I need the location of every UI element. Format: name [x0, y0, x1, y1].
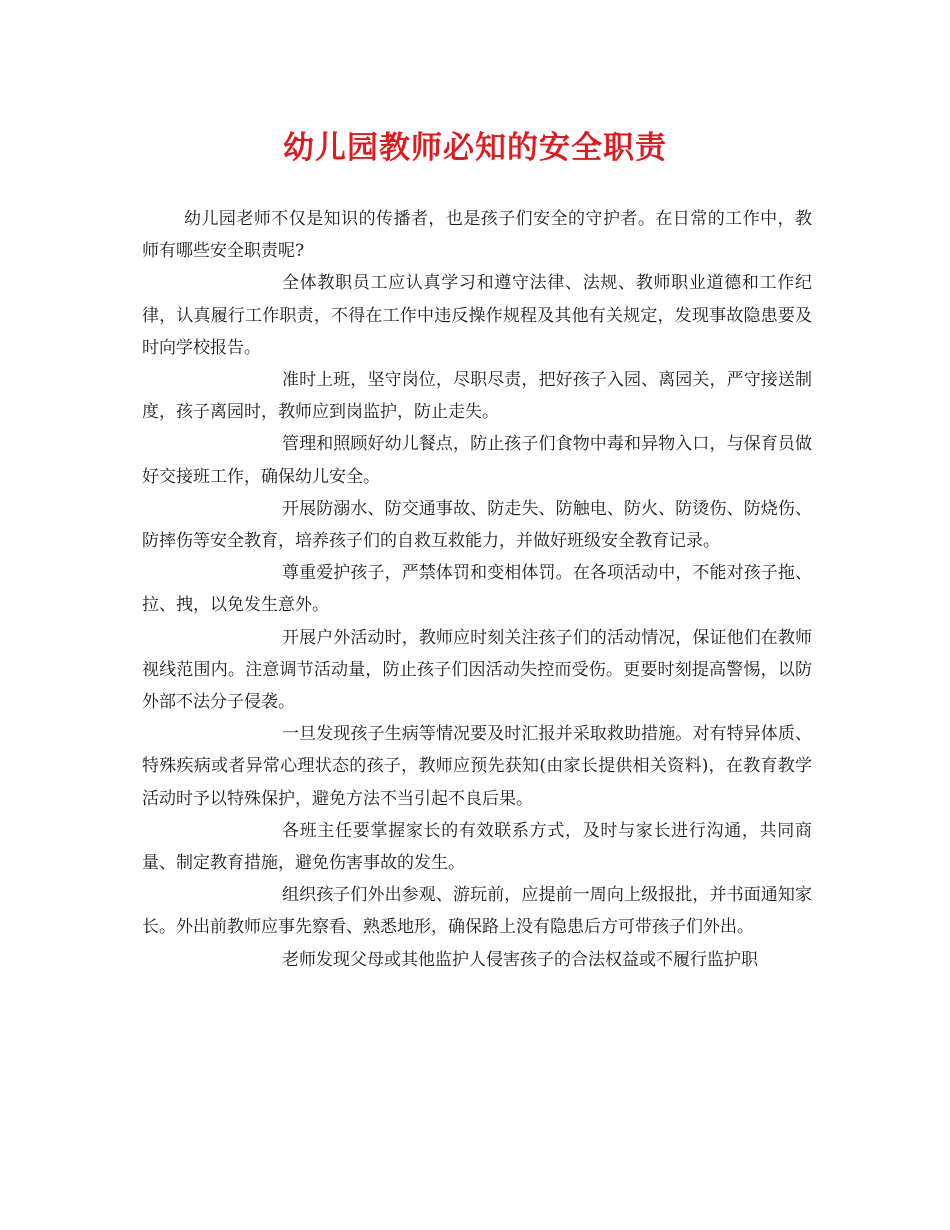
intro-paragraph: 幼儿园老师不仅是知识的传播者，也是孩子们安全的守护者。在日常的工作中，教师有哪些安全职责呢?	[142, 209, 812, 262]
duty-paragraph-7: 一旦发现孩子生病等情况要及时汇报并采取救助措施。对有特异体质、特殊疾病或者异常心理状态的孩子，教师应预先获知(由家长提供相关资料)，在教育教学活动时予以特殊保护，避免方法不当引起不良后果。	[142, 724, 812, 809]
duty-paragraph-5: 尊重爱护孩子，严禁体罚和变相体罚。在各项活动中，不能对孩子拖、拉、拽，以免发生意外。	[142, 563, 812, 616]
duty-paragraph-8: 各班主任要掌握家长的有效联系方式，及时与家长进行沟通，共同商量、制定教育措施，避免伤害事故的发生。	[142, 820, 812, 874]
duty-paragraph-9: 组织孩子们外出参观、游玩前，应提前一周向上级报批，并书面通知家长。外出前教师应事先察看、熟悉地形，确保路上没有隐患后方可带孩子们外出。	[142, 885, 812, 938]
duty-paragraph-3: 管理和照顾好幼儿餐点，防止孩子们食物中毒和异物入口，与保育员做好交接班工作，确保幼儿安全。	[142, 434, 812, 487]
document-body	[142, 203, 812, 976]
duty-paragraph-6: 开展户外活动时，教师应时刻关注孩子们的活动情况，保证他们在教师视线范围内。注意调节活动量，防止孩子们因活动失控而受伤。更要时刻提高警惕，以防外部不法分子侵袭。	[142, 627, 812, 713]
document-title: 幼儿园教师必知的安全职责	[283, 130, 667, 166]
duty-paragraph-1: 全体教职员工应认真学习和遵守法律、法规、教师职业道德和工作纪律，认真履行工作职责，不得在工作中违反操作规程及其他有关规定，发现事故隐患要及时向学校报告。	[142, 273, 812, 358]
duty-paragraph-10: 老师发现父母或其他监护人侵害孩子的合法权益或不履行监护职	[282, 949, 758, 970]
duty-paragraph-4: 开展防溺水、防交通事故、防走失、防触电、防火、防烫伤、防烧伤、防摔伤等安全教育，培养孩子们的自救互救能力，并做好班级安全教育记录。	[142, 498, 812, 552]
duty-paragraph-2: 准时上班，坚守岗位，尽职尽责，把好孩子入园、离园关，严守接送制度，孩子离园时，教师应到岗监护，防止走失。	[142, 370, 812, 423]
